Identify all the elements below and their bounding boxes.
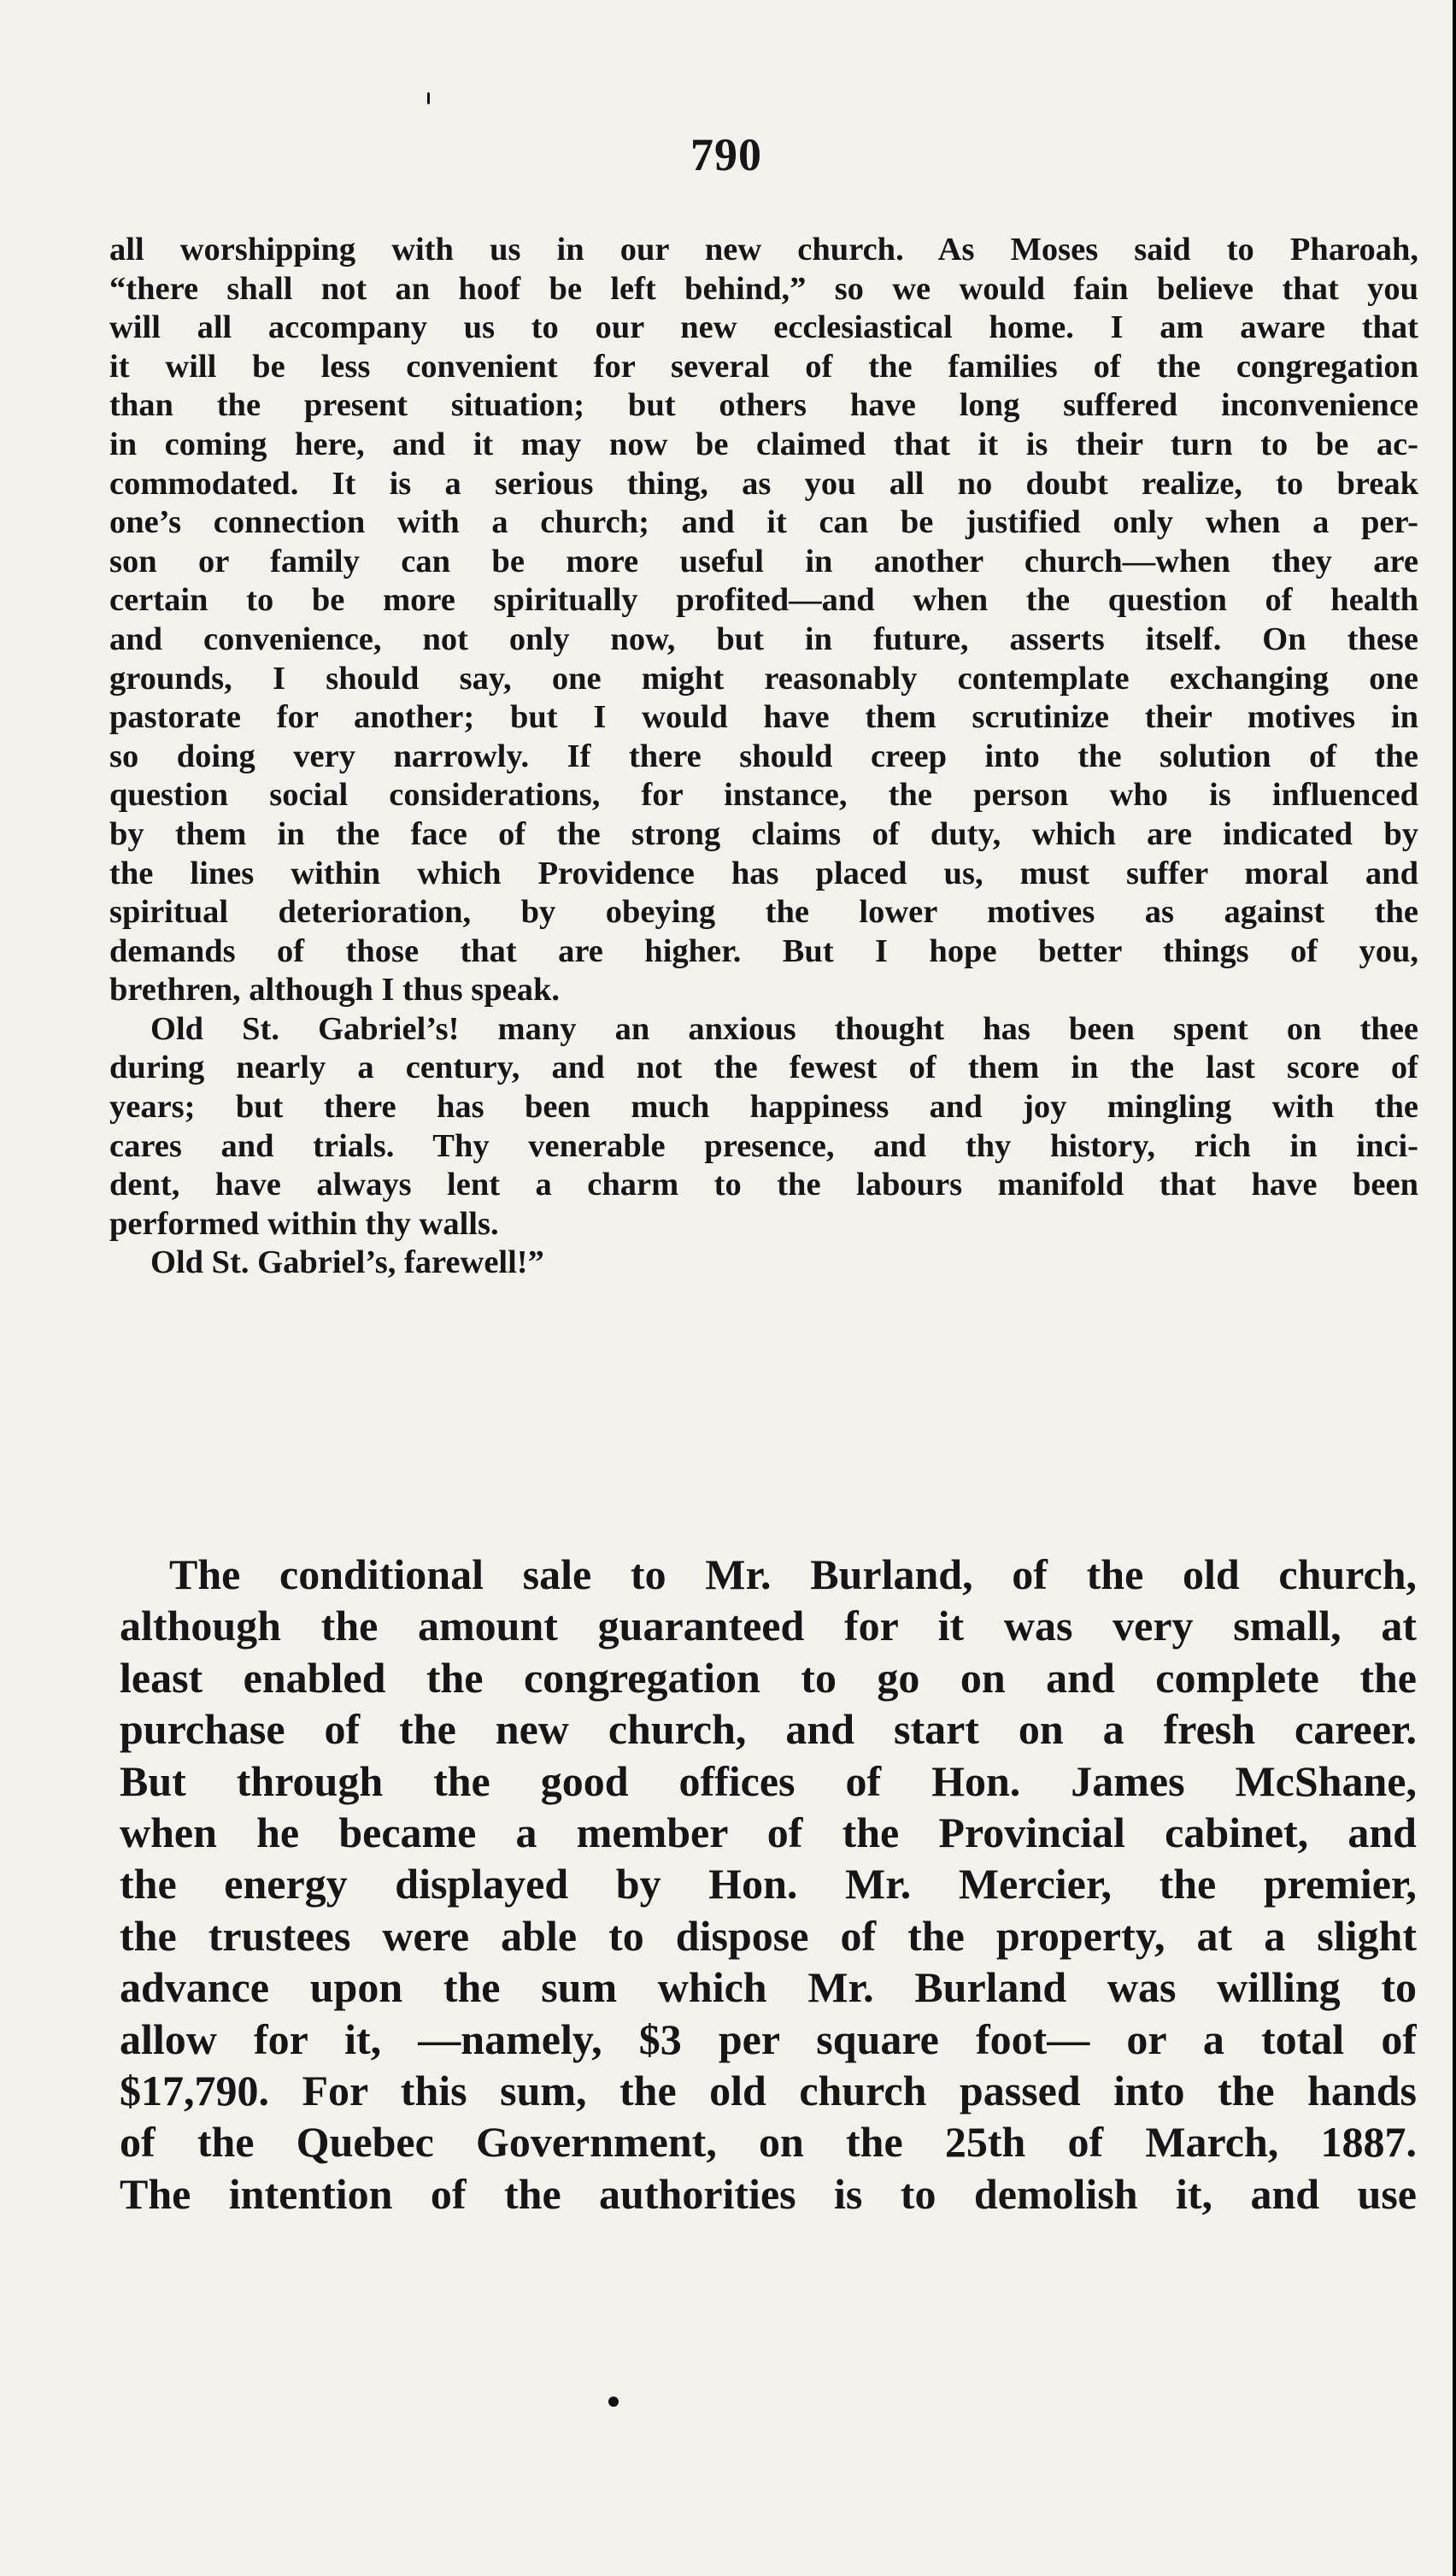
quote-line: in coming here, and it may now be claimed that it is their turn to be ac- (109, 426, 1418, 462)
main-text-line: advance upon the sum which Mr. Burland was willing to (120, 1963, 1417, 2012)
main-text-line: when he became a member of the Provincial cabinet, and (120, 1808, 1417, 1856)
main-paragraph (120, 1549, 1417, 2220)
quote-line: the lines within which Providence has placed us, must suffer moral and (109, 855, 1418, 891)
quote-line: will all accompany us to our new ecclesiastical home. I am aware that (109, 309, 1418, 346)
quote-line: question social considerations, for instance, the person who is influenced (109, 777, 1418, 814)
scan-speck-top (427, 92, 430, 104)
main-text-line: purchase of the new church, and start on a fresh career. (120, 1705, 1417, 1754)
quote-line: during nearly a century, and not the fewest of them in the last score of (109, 1050, 1418, 1086)
quote-line: it will be less convenient for several of the families of the congregation (109, 348, 1418, 385)
main-text-line: the energy displayed by Hon. Mr. Mercier, the premier, (120, 1860, 1417, 1908)
quote-line: Old St. Gabriel’s, farewell!” (150, 1244, 544, 1281)
quote-line: one’s connection with a church; and it can be justified only when a per- (109, 504, 1418, 541)
quote-line: commodated. It is a serious thing, as you all no doubt realize, to break (109, 465, 1418, 502)
page-number: 790 (690, 129, 762, 180)
quote-line: brethren, although I thus speak. (109, 972, 561, 1009)
quote-line: Old St. Gabriel’s! many an anxious thought has been spent on thee (150, 1010, 1418, 1047)
quote-line: dent, have always lent a charm to the labours manifold that have been (109, 1167, 1418, 1203)
main-text-line: $17,790. For this sum, the old church passed into the hands (120, 2066, 1417, 2114)
main-text-line: the trustees were able to dispose of the property, at a slight (120, 1911, 1417, 1960)
main-text-line: of the Quebec Government, on the 25th of March, 1887. (120, 2118, 1417, 2167)
main-text-line: The conditional sale to Mr. Burland, of the old church, (169, 1550, 1417, 1598)
quote-line: certain to be more spiritually profited—and when the question of health (109, 582, 1418, 619)
quoted-sermon-block (109, 231, 1418, 1283)
quote-line: spiritual deterioration, by obeying the lower motives as against the (109, 894, 1418, 931)
quote-line: than the present situation; but others have long suffered inconvenience (109, 387, 1418, 424)
quote-line: demands of those that are higher. But I hope better things of you, (109, 932, 1418, 969)
quote-line: and convenience, not only now, but in future, asserts itself. On these (109, 620, 1418, 657)
quote-line: pastorate for another; but I would have them scrutinize their motives in (109, 699, 1418, 736)
main-text-line: The intention of the authorities is to demolish it, and use (120, 2169, 1417, 2218)
quote-line: all worshipping with us in our new church. As Moses said to Pharoah, (109, 232, 1418, 268)
main-text-line: allow for it, —namely, $3 per square foot— or a total of (120, 2014, 1417, 2063)
main-text-line: least enabled the congregation to go on and complete the (120, 1653, 1417, 1702)
quote-line: grounds, I should say, one might reasonably contemplate exchanging one (109, 660, 1418, 697)
quote-line: performed within thy walls. (109, 1205, 499, 1242)
quote-line: cares and trials. Thy venerable presence, and thy history, rich in inci- (109, 1127, 1418, 1164)
main-text-line: But through the good offices of Hon. James McShane, (120, 1756, 1417, 1805)
quote-line: years; but there has been much happiness and joy mingling with the (109, 1089, 1418, 1126)
quote-line: so doing very narrowly. If there should creep into the solution of the (109, 738, 1418, 774)
main-text-line: although the amount guaranteed for it was very small, at (120, 1602, 1417, 1650)
quote-line: by them in the face of the strong claims of duty, which are indicated by (109, 815, 1418, 852)
ink-dot (608, 2397, 619, 2407)
quote-line: “there shall not an hoof be left behind,” so we would fain believe that you (109, 270, 1418, 307)
quote-line: son or family can be more useful in another church—when they are (109, 543, 1418, 579)
